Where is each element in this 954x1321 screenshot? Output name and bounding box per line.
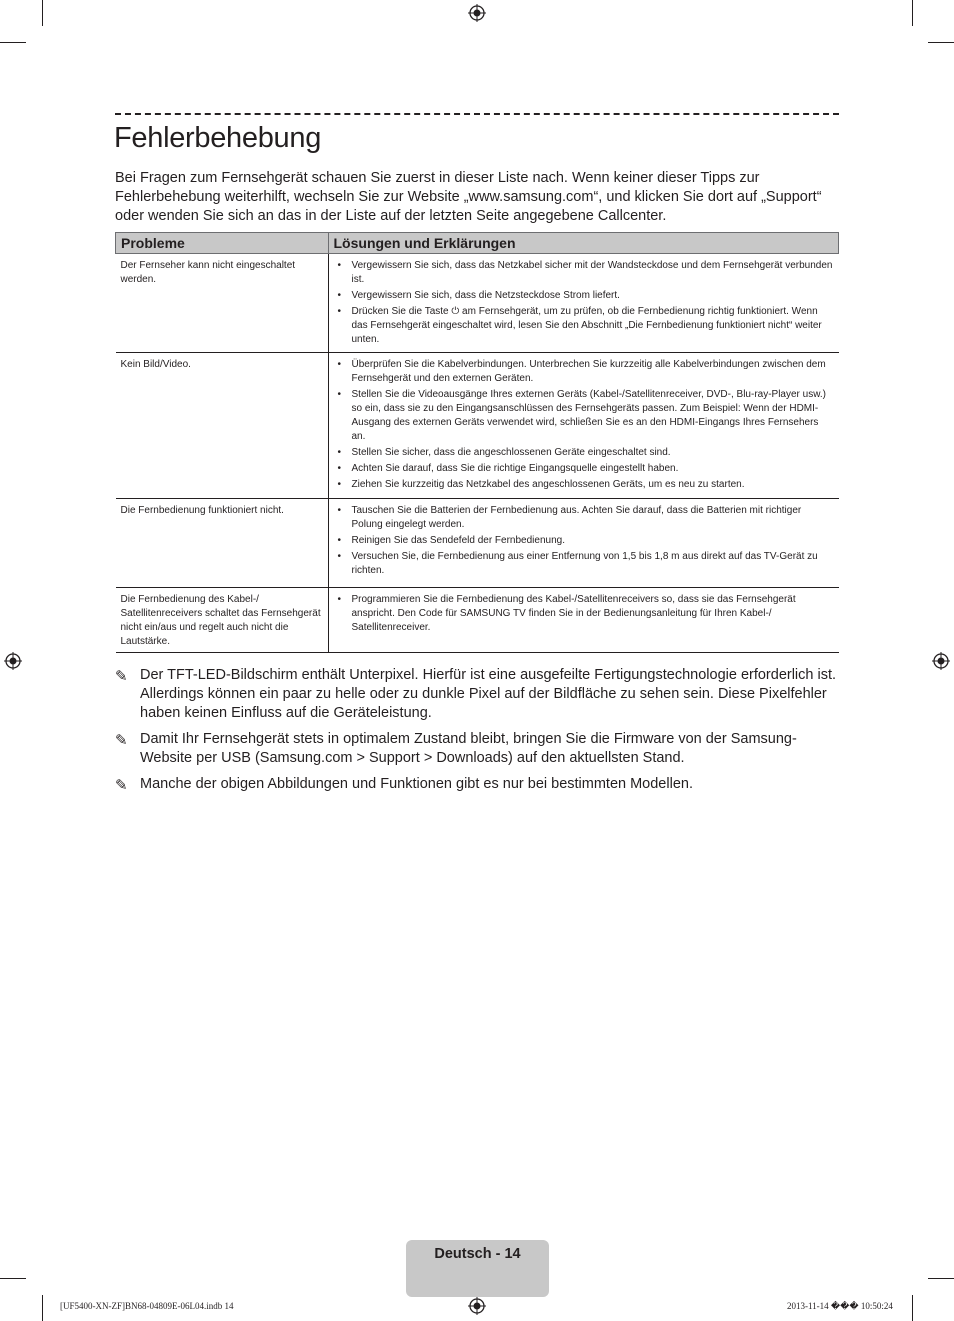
solution-item: • Ziehen Sie kurzzeitig das Netzkabel des angeschlossenen Geräts, um es neu zu starten. [334, 478, 834, 492]
page-number: Deutsch - 14 [434, 1246, 521, 1262]
print-timestamp: 2013-11-14 ��� 10:50:24 [787, 1301, 893, 1311]
problem-cell: Der Fernseher kann nicht eingeschaltet werden. [116, 254, 329, 353]
crop-mark [0, 1278, 26, 1279]
troubleshooting-table [115, 232, 839, 653]
table-header-row [116, 233, 839, 254]
solution-item: • Achten Sie darauf, dass Sie die richtige Eingangsquelle eingestellt haben. [334, 462, 834, 476]
note-item [115, 730, 843, 768]
note-item [115, 775, 843, 794]
registration-mark-icon [932, 652, 950, 670]
table-row [116, 588, 839, 653]
registration-mark-icon [4, 652, 22, 670]
crop-mark [42, 0, 43, 26]
page-title: Fehlerbehebung [114, 122, 322, 154]
solutions-list [334, 593, 834, 635]
note-item [115, 666, 843, 723]
note-text: Manche der obigen Abbildungen und Funktionen gibt es nur bei bestimmten Modellen. [140, 776, 693, 792]
note-text: Der TFT-LED-Bildschirm enthält Unterpixel. Hierfür ist eine ausgefeilte Fertigungstechnologie erforderlich ist. Allerdings können ein paar zu helle oder zu dunkle Pixel auf der Bildfläche zu sehen sein. Diese Pixelfehler haben keinen Einfluss auf die Geräteleistung. [140, 667, 837, 721]
solution-item: • Drücken Sie die Taste ⏻ am Fernsehgerät, um zu prüfen, ob die Fernbedienung richtig funktioniert. Wenn das Fernsehgerät eingeschaltet wird, lesen Sie den Abschnitt „Die Fernbedienung funktioniert nicht“ weiter unten. [334, 305, 834, 347]
solutions-cell [328, 254, 839, 353]
solution-item: • Reinigen Sie das Sendefeld der Fernbedienung. [334, 534, 834, 548]
crop-mark [0, 42, 26, 43]
solution-item: • Stellen Sie sicher, dass die angeschlossenen Geräte eingeschaltet sind. [334, 446, 834, 460]
solutions-cell [328, 353, 839, 499]
problem-cell: Kein Bild/Video. [116, 353, 329, 499]
crop-mark [912, 0, 913, 26]
problem-cell: Die Fernbedienung funktioniert nicht. [116, 499, 329, 588]
print-file-info: [UF5400-XN-ZF]BN68-04809E-06L04.indb 14 [60, 1301, 234, 1311]
solutions-list [334, 358, 834, 492]
registration-mark-icon [468, 1297, 486, 1315]
solution-item: • Tauschen Sie die Batterien der Fernbedienung aus. Achten Sie darauf, dass die Batterien mit richtiger Polung eingelegt werden. [334, 504, 834, 532]
table-row [116, 499, 839, 588]
notes-section [115, 666, 843, 801]
solution-item: • Programmieren Sie die Fernbedienung des Kabel-/Satellitenreceivers so, dass sie das Fernsehgerät anspricht. Den Code für SAMSUNG TV finden Sie in der Bedienungsanleitung für Ihren Kabel-/ Satellitenreceiver. [334, 593, 834, 635]
column-header-problems: Probleme [116, 233, 329, 254]
crop-mark [928, 1278, 954, 1279]
pencil-note-icon: ✎ [115, 668, 128, 685]
crop-mark [42, 1295, 43, 1321]
title-divider [115, 113, 839, 115]
crop-mark [928, 42, 954, 43]
solution-item: • Vergewissern Sie sich, dass das Netzkabel sicher mit der Wandsteckdose und dem Fernsehgerät verbunden ist. [334, 259, 834, 287]
solution-item: • Versuchen Sie, die Fernbedienung aus einer Entfernung von 1,5 bis 1,8 m aus direkt auf das TV-Gerät zu richten. [334, 550, 834, 578]
solutions-list [334, 259, 834, 347]
solutions-list [334, 504, 834, 578]
problem-cell: Die Fernbedienung des Kabel-/ Satellitenreceivers schaltet das Fernsehgerät nicht ein/aus und regelt auch nicht die Lautstärke. [116, 588, 329, 653]
note-text: Damit Ihr Fernsehgerät stets in optimalem Zustand bleibt, bringen Sie die Firmware von der Samsung-Website per USB (Samsung.com > Support > Downloads) auf den aktuellsten Stand. [140, 731, 797, 766]
crop-mark [912, 1295, 913, 1321]
table-row [116, 254, 839, 353]
solution-item: • Stellen Sie die Videoausgänge Ihres externen Geräts (Kabel-/Satellitenreceiver, DVD-, Blu-ray-Player usw.) so ein, dass sie zu den Eingangsanschlüssen des Fernsehgeräts passen. Zum Beispiel: Wenn der HDMI-Ausgang des externen Geräts verwendet wird, schließen Sie es an den HDMI-Eingangs Ihres Fernsehers an. [334, 388, 834, 444]
column-header-solutions: Lösungen und Erklärungen [328, 233, 839, 254]
table-row [116, 353, 839, 499]
solution-item: • Vergewissern Sie sich, dass die Netzsteckdose Strom liefert. [334, 289, 834, 303]
registration-mark-icon [468, 4, 486, 22]
intro-paragraph: Bei Fragen zum Fernsehgerät schauen Sie zuerst in dieser Liste nach. Wenn keiner dieser Tipps zur Fehlerbehebung weiterhilft, wechseln Sie zur Website „www.samsung.com“, und klicken Sie dort auf „Support“ oder wenden Sie sich an das in der Liste auf der letzten Seite angegebene Callcenter. [115, 170, 822, 224]
solution-item: • Überprüfen Sie die Kabelverbindungen. Unterbrechen Sie kurzzeitig alle Kabelverbindungen zwischen dem Fernsehgerät und den externen Geräten. [334, 358, 834, 386]
solutions-cell [328, 588, 839, 653]
solutions-cell [328, 499, 839, 588]
pencil-note-icon: ✎ [115, 777, 128, 794]
pencil-note-icon: ✎ [115, 732, 128, 749]
